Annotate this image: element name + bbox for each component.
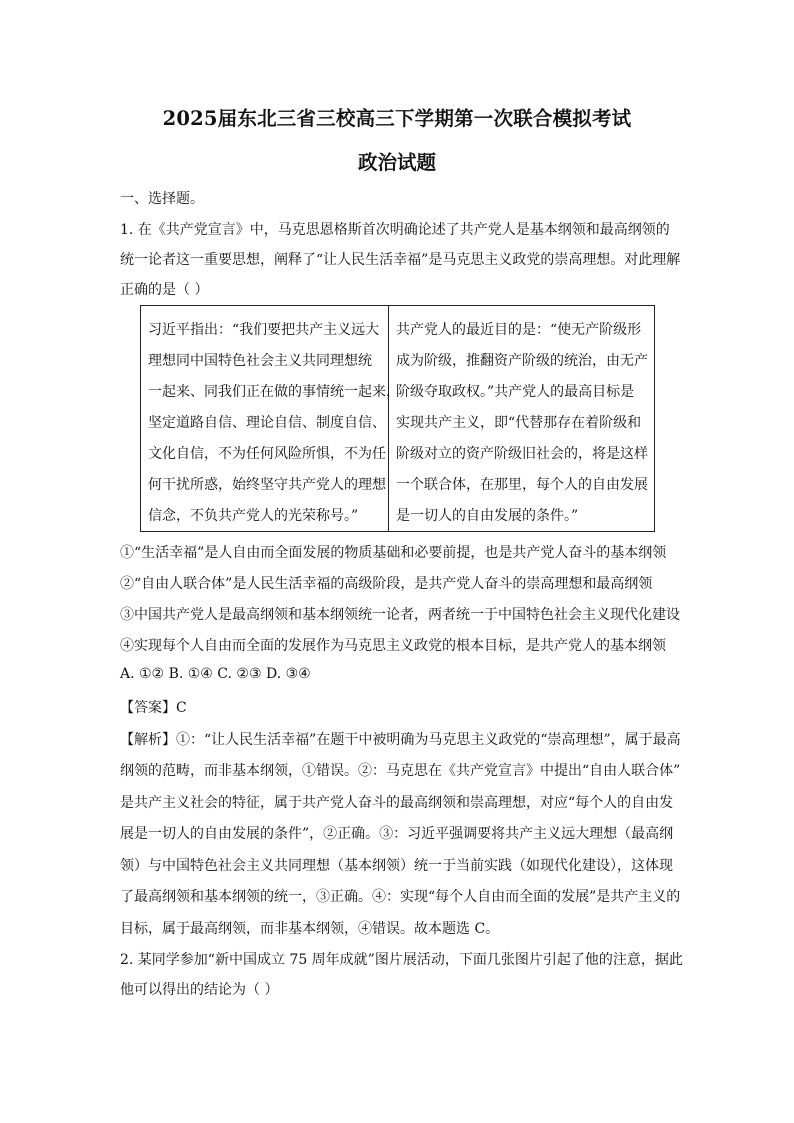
q1-analysis-line: 展是一切人的自由发展的条件”，②正确。③：习近平强调要将共产主义远大理想（最高纲 bbox=[120, 826, 674, 842]
material-text-line: 坚定道路自信、理论自信、制度自信、 bbox=[148, 415, 386, 431]
exam-subtitle: 政治试题 bbox=[357, 151, 436, 174]
material-text-line: 阶级夺取政权。”共产党人的最高目标是 bbox=[396, 384, 635, 400]
material-text-line: 共产党人的最近目的是：“使无产阶级形 bbox=[396, 322, 642, 338]
q1-choices: A. ①② B. ①④ C. ②③ D. ③④ bbox=[120, 666, 311, 682]
material-cell-left bbox=[141, 306, 400, 531]
q1-option: ④实现每个人自由而全面的发展作为马克思主义政党的根本目标，是共产党人的基本纲领 bbox=[120, 638, 666, 654]
q1-answer: 【答案】C bbox=[120, 700, 187, 716]
q2-stem-line: 2. 某同学参加“新中国成立 75 周年成就”图片展活动，下面几张图片引起了他的注意，据此 bbox=[120, 952, 683, 968]
material-text-line: 理想同中国特色社会主义共同理想统 bbox=[148, 353, 372, 369]
q1-material-table bbox=[140, 305, 655, 532]
q1-stem-line: 正确的是（ ） bbox=[120, 282, 209, 298]
q1-analysis-line: 目标，属于最高纲领，而非基本纲领，④错误。故本题选 C。 bbox=[120, 921, 500, 937]
q1-stem-line: 1. 在《共产党宣言》中，马克思恩格斯首次明确论述了共产党人是基本纲领和最高纲领的 bbox=[120, 222, 670, 238]
material-text-line: 阶级对立的资产阶级旧社会的，将是这样 bbox=[396, 446, 648, 462]
material-text-line: 一个联合体，在那里，每个人的自由发展 bbox=[396, 477, 648, 493]
q1-analysis-line: 是共产主义社会的特征，属于共产党人奋斗的最高纲领和崇高理想，对应“每个人的自由发 bbox=[120, 795, 674, 811]
q1-stem-line: 统一论者这一重要思想，阐释了“让人民生活幸福”是马克思主义政党的崇高理想。对此理解 bbox=[120, 252, 681, 268]
q1-option: ①“生活幸福”是人自由而全面发展的物质基础和必要前提，也是共产党人奋斗的基本纲领 bbox=[120, 545, 667, 561]
exam-title: 2025届东北三省三校高三下学期第一次联合模拟考试 bbox=[162, 107, 632, 130]
q1-option: ③中国共产党人是最高纲领和基本纲领统一论者，两者统一于中国特色社会主义现代化建设 bbox=[120, 607, 680, 623]
material-text-line: 信念，不负共产党人的光荣称号。” bbox=[148, 508, 359, 524]
q1-analysis-line: 领）与中国特色社会主义共同理想（基本纲领）统一于当前实践（如现代化建设），这体现 bbox=[120, 858, 673, 874]
q1-analysis-line: 纲领的范畴，而非基本纲领，①错误。②：马克思在《共产党宣言》中提出“自由人联合体” bbox=[120, 763, 681, 779]
material-text-line: 一起来、同我们正在做的事情统一起来， bbox=[148, 384, 400, 400]
q1-analysis-line: 了最高纲领和基本纲领的统一，③正确。④：实现“每个人自由而全面的发展”是共产主义的 bbox=[120, 889, 681, 905]
material-text-line: 习近平指出：“我们要把共产主义远大 bbox=[148, 322, 380, 338]
section-heading: 一、选择题。 bbox=[120, 191, 204, 207]
q2-stem-line: 他可以得出的结论为（ ） bbox=[120, 982, 279, 998]
material-text-line: 是一切人的自由发展的条件。” bbox=[396, 508, 579, 524]
q1-analysis-line: 【解析】①：“让人民生活幸福”在题干中被明确为马克思主义政党的“崇高理想”，属于最高 bbox=[120, 732, 681, 748]
material-text-line: 何干扰所惑，始终坚守共产党人的理想 bbox=[148, 477, 386, 493]
material-cell-right bbox=[389, 306, 654, 531]
material-text-line: 文化自信，不为任何风险所惧，不为任 bbox=[148, 446, 386, 462]
q1-option: ②“自由人联合体”是人民生活幸福的高级阶段，是共产党人奋斗的崇高理想和最高纲领 bbox=[120, 576, 653, 592]
material-text-line: 成为阶级，推翻资产阶级的统治，由无产 bbox=[396, 353, 648, 369]
material-text-line: 实现共产主义，即“代替那存在着阶级和 bbox=[396, 415, 642, 431]
